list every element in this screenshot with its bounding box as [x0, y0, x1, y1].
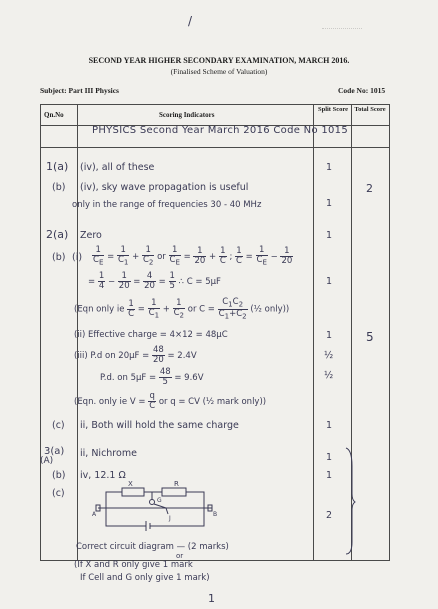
- q2biii-note: (Eqn. only ie V = $\frac{q}{C}$ or q = CV (½ mark only)): [74, 391, 267, 411]
- q3c-note-1: (If X and R only give 1 mark: [74, 560, 193, 570]
- q2bi-label: (i): [72, 252, 83, 263]
- brace-mark: [344, 446, 356, 556]
- q3b-answer: iv, 12.1 Ω: [80, 470, 126, 481]
- circuit-label-j: J: [169, 515, 171, 522]
- q1-total: 2: [366, 182, 373, 195]
- q3c-label: (c): [52, 488, 65, 499]
- q1a-score: 1: [326, 162, 333, 173]
- q2a-score: 1: [326, 230, 333, 241]
- q2c-label: (c): [52, 420, 65, 431]
- q2-total: 5: [366, 330, 374, 344]
- circuit-label-x: X: [128, 480, 133, 488]
- meter-bridge-circuit-diagram: [92, 478, 232, 540]
- q3c-note-2: If Cell and G only give 1 mark): [80, 573, 210, 583]
- q1a-answer: (iv), all of these: [80, 162, 155, 173]
- q2biii-answer-1: (iii) P.d on 20μF = $\frac{48}{20}$ = 2.4V: [74, 345, 197, 365]
- column-divider: [313, 105, 314, 560]
- circuit-label-b: B: [213, 511, 218, 518]
- exam-subtitle: (Finalised Scheme of Valuation): [170, 67, 268, 76]
- q3a-label-alt: (A): [40, 456, 54, 466]
- q1b-label: (b): [52, 182, 66, 193]
- q1b-answer-line2: only in the range of frequencies 30 - 40 MHz: [72, 200, 262, 210]
- q2bii-answer: (ii) Effective charge = 4×12 = 48μC: [74, 330, 228, 340]
- q2bi-score: 1: [326, 276, 333, 287]
- q3b-score: 1: [326, 470, 333, 481]
- circuit-label-r: R: [174, 480, 179, 488]
- q3b-label: (b): [52, 470, 66, 481]
- q2biii-answer-2: P.d. on 5μF = $\frac{48}{5}$ = 9.6V: [100, 367, 204, 387]
- exam-title: SECOND YEAR HIGHER SECONDARY EXAMINATION, MARCH 2016.: [88, 56, 350, 65]
- handwritten-heading: PHYSICS Second Year March 2016 Code No 1015: [92, 125, 348, 136]
- corner-stamp: [322, 16, 362, 29]
- q2a-answer: Zero: [80, 230, 102, 241]
- q1b-score: 1: [326, 198, 333, 209]
- q2bi-note: (Eqn only ie $\frac{1}{C}$ = $\frac{1}{C_1}$ + $\frac{1}{C_2}$ or C = $\frac{C_1C_2}{C_1+C_2}$ (½ only)): [74, 297, 290, 321]
- q3a-score: 1: [326, 452, 333, 463]
- q2bi-formula-1: $\frac{1}{C_E}$ = $\frac{1}{C_1}$ + $\frac{1}{C_2}$ or $\frac{1}{C_E}$ = $\frac{1}{20}$ + $\frac{1}{C}$ ; $\frac{1}{C}$ = $\frac{1}{C_E}$ − $\frac{1}{20}$: [93, 245, 293, 267]
- column-header-qno: Qn.No: [44, 111, 64, 119]
- q3a-answer: ii, Nichrome: [80, 448, 137, 459]
- q3c-or: or: [176, 552, 184, 560]
- q2bi-formula-2: = $\frac{1}{4}$ − $\frac{1}{20}$ = $\frac{4}{20}$ = $\frac{1}{5}$ ∴ C = 5μF: [88, 271, 221, 291]
- q1a-label: 1(a): [46, 160, 69, 173]
- column-header-split: Split Score: [317, 106, 349, 113]
- q2bii-score: 1: [326, 330, 333, 341]
- column-header-total: Total Score: [354, 106, 386, 113]
- q3c-score: 2: [326, 510, 333, 521]
- top-mark: /: [188, 14, 193, 28]
- q1b-answer-line1: (iv), sky wave propagation is useful: [80, 182, 249, 193]
- q3a-label: 3(a): [44, 446, 65, 457]
- page-number: 1: [208, 592, 215, 605]
- row-divider: [41, 147, 389, 148]
- circuit-label-g: G: [157, 497, 162, 504]
- q3c-diagram-caption: Correct circuit diagram — (2 marks): [76, 542, 229, 552]
- q2b-label: (b): [52, 252, 66, 263]
- q2biii-score-1: ½: [324, 350, 334, 361]
- column-header-indicators: Scoring Indicators: [159, 111, 215, 119]
- q2biii-score-2: ½: [324, 370, 334, 381]
- q2c-score: 1: [326, 420, 333, 431]
- code-label: Code No: 1015: [338, 86, 386, 95]
- subject-label: Subject: Part III Physics: [40, 86, 119, 95]
- q2c-answer: ii, Both will hold the same charge: [80, 420, 239, 431]
- q2a-label: 2(a): [46, 228, 69, 241]
- circuit-label-a: A: [92, 511, 97, 518]
